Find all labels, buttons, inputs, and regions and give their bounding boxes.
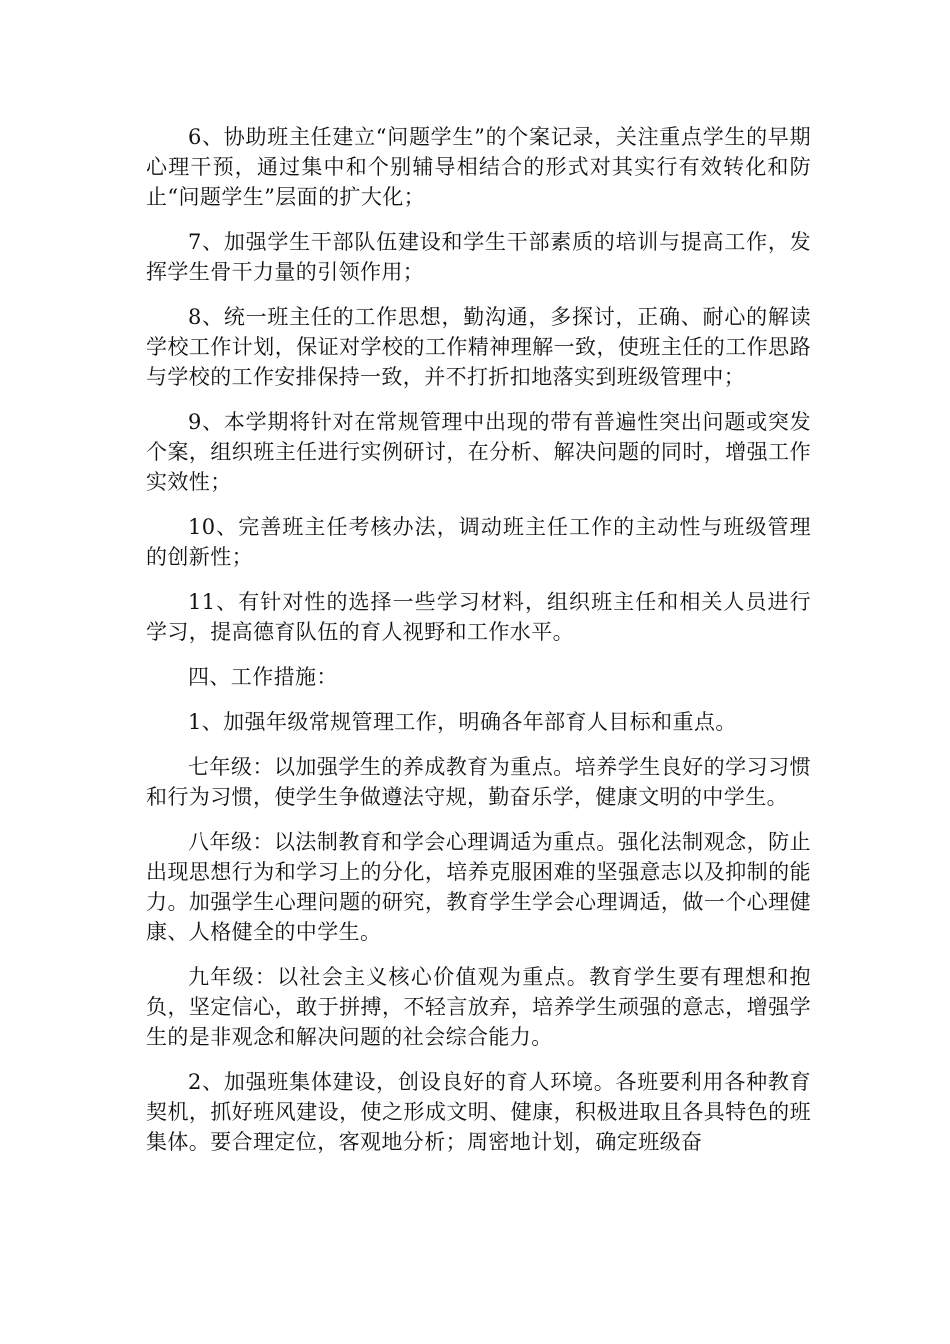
document-page <box>146 122 811 1172</box>
grade-seven-paragraph: 七年级：以加强学生的养成教育为重点。培养学生良好的学习习惯和行为习惯，使学生争做遵法守规，勤奋乐学，健康文明的中学生。 <box>146 755 811 809</box>
measure-item-1: 1、加强年级常规管理工作，明确各年部育人目标和重点。 <box>188 710 737 734</box>
paragraph-item-6: 6、协助班主任建立“问题学生”的个案记录，关注重点学生的早期心理干预，通过集中和个别辅导相结合的形式对其实行有效转化和防止“问题学生”层面的扩大化； <box>146 125 811 209</box>
paragraph-item-11: 11、有针对性的选择一些学习材料，组织班主任和相关人员进行学习，提高德育队伍的育人视野和工作水平。 <box>146 590 811 644</box>
paragraph-item-9: 9、本学期将针对在常规管理中出现的带有普遍性突出问题或突发个案，组织班主任进行实例研讨，在分析、解决问题的同时，增强工作实效性； <box>146 410 811 494</box>
grade-eight-paragraph: 八年级：以法制教育和学会心理调适为重点。强化法制观念，防止出现思想行为和学习上的分化，培养克服困难的坚强意志以及抑制的能力。加强学生心理问题的研究，教育学生学会心理调适，做一个心理健康、人格健全的中学生。 <box>146 830 811 944</box>
paragraph-item-8: 8、统一班主任的工作思想，勤沟通，多探讨，正确、耐心的解读学校工作计划，保证对学校的工作精神理解一致，使班主任的工作思路与学校的工作安排保持一致，并不打折扣地落实到班级管理中； <box>146 305 811 389</box>
paragraph-item-7: 7、加强学生干部队伍建设和学生干部素质的培训与提高工作，发挥学生骨干力量的引领作用； <box>146 230 811 284</box>
measure-item-2: 2、加强班集体建设，创设良好的育人环境。各班要利用各种教育契机，抓好班风建设，使之形成文明、健康，积极进取且各具特色的班集体。要合理定位，客观地分析；周密地计划，确定班级奋 <box>146 1070 811 1154</box>
paragraph-item-10: 10、完善班主任考核办法，调动班主任工作的主动性与班级管理的创新性； <box>146 515 811 569</box>
grade-nine-paragraph: 九年级：以社会主义核心价值观为重点。教育学生要有理想和抱负，坚定信心，敢于拼搏，不轻言放弃，培养学生顽强的意志，增强学生的是非观念和解决问题的社会综合能力。 <box>146 965 811 1049</box>
section-heading-measures: 四、工作措施： <box>188 665 338 689</box>
